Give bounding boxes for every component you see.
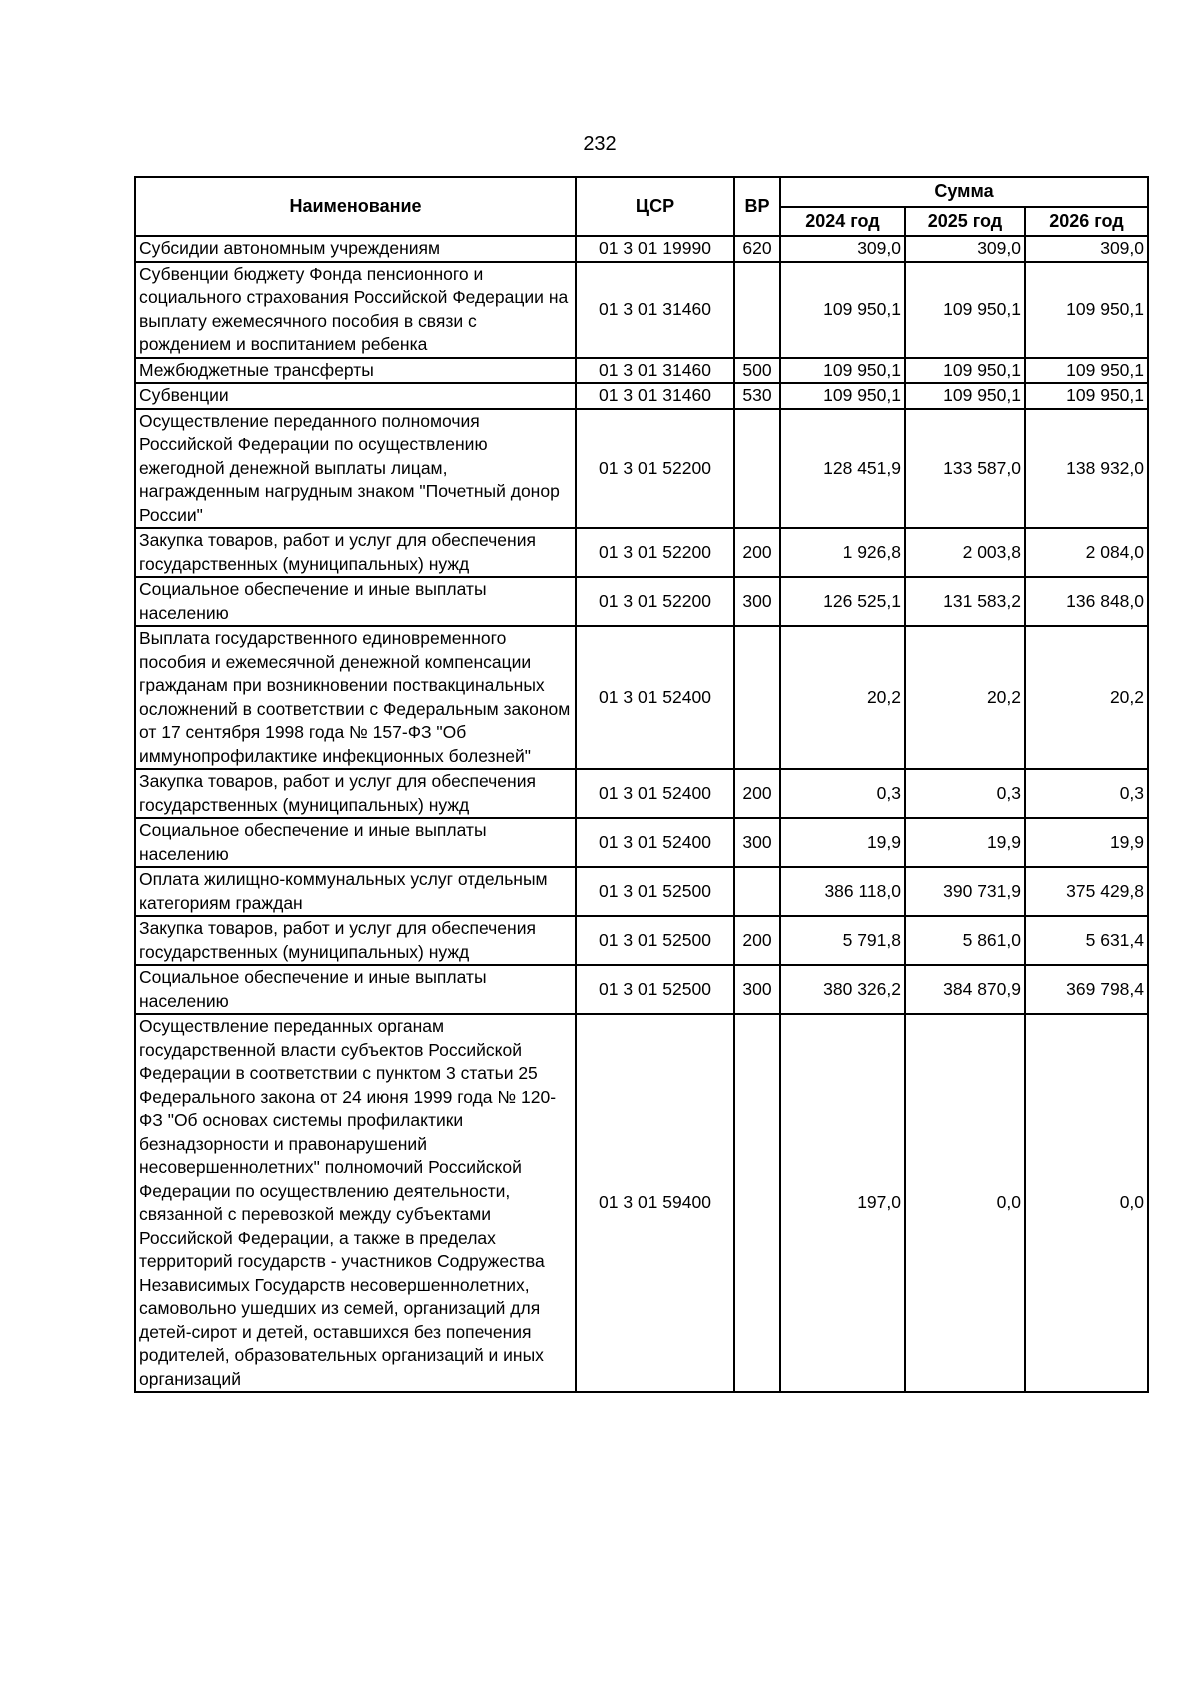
cell-2024: 386 118,0	[780, 867, 905, 916]
cell-2026: 19,9	[1025, 818, 1148, 867]
cell-vr	[734, 409, 780, 529]
cell-csr: 01 3 01 59400	[576, 1014, 734, 1392]
cell-2026: 109 950,1	[1025, 358, 1148, 384]
cell-2024: 309,0	[780, 236, 905, 262]
cell-vr: 300	[734, 965, 780, 1014]
cell-2026: 369 798,4	[1025, 965, 1148, 1014]
cell-2025: 0,3	[905, 769, 1025, 818]
cell-2026: 0,3	[1025, 769, 1148, 818]
cell-2025: 133 587,0	[905, 409, 1025, 529]
cell-2024: 128 451,9	[780, 409, 905, 529]
cell-vr: 200	[734, 916, 780, 965]
cell-2026: 5 631,4	[1025, 916, 1148, 965]
cell-2026: 375 429,8	[1025, 867, 1148, 916]
cell-2024: 126 525,1	[780, 577, 905, 626]
table-row	[135, 916, 1148, 965]
page-number: 232	[583, 133, 617, 155]
cell-2026: 138 932,0	[1025, 409, 1148, 529]
cell-2025: 109 950,1	[905, 262, 1025, 358]
cell-name: Субсидии автономным учреждениям	[135, 236, 576, 262]
cell-name: Оплата жилищно-коммунальных услуг отдельным категориям граждан	[135, 867, 576, 916]
table-body	[135, 236, 1148, 1392]
table-row	[135, 769, 1148, 818]
cell-csr: 01 3 01 52200	[576, 528, 734, 577]
table-row	[135, 358, 1148, 384]
cell-2024: 109 950,1	[780, 358, 905, 384]
cell-vr: 200	[734, 528, 780, 577]
cell-2025: 5 861,0	[905, 916, 1025, 965]
cell-vr: 200	[734, 769, 780, 818]
cell-csr: 01 3 01 31460	[576, 262, 734, 358]
budget-table	[134, 176, 1149, 1393]
cell-csr: 01 3 01 52200	[576, 577, 734, 626]
cell-2026: 20,2	[1025, 626, 1148, 769]
cell-2024: 109 950,1	[780, 383, 905, 409]
cell-name: Закупка товаров, работ и услуг для обеспечения государственных (муниципальных) нужд	[135, 769, 576, 818]
cell-2025: 20,2	[905, 626, 1025, 769]
cell-2024: 5 791,8	[780, 916, 905, 965]
cell-2024: 0,3	[780, 769, 905, 818]
cell-2025: 390 731,9	[905, 867, 1025, 916]
cell-csr: 01 3 01 52500	[576, 867, 734, 916]
table-row	[135, 383, 1148, 409]
cell-csr: 01 3 01 52400	[576, 626, 734, 769]
table-row	[135, 1014, 1148, 1392]
cell-2026: 109 950,1	[1025, 383, 1148, 409]
header-name: Наименование	[135, 177, 576, 236]
cell-2024: 109 950,1	[780, 262, 905, 358]
cell-csr: 01 3 01 19990	[576, 236, 734, 262]
table-row	[135, 626, 1148, 769]
table-row	[135, 236, 1148, 262]
table-row	[135, 867, 1148, 916]
cell-2024: 19,9	[780, 818, 905, 867]
cell-2024: 1 926,8	[780, 528, 905, 577]
cell-2025: 2 003,8	[905, 528, 1025, 577]
cell-csr: 01 3 01 52500	[576, 965, 734, 1014]
table-row	[135, 577, 1148, 626]
cell-vr: 300	[734, 818, 780, 867]
cell-csr: 01 3 01 52400	[576, 769, 734, 818]
cell-2025: 384 870,9	[905, 965, 1025, 1014]
cell-2025: 309,0	[905, 236, 1025, 262]
cell-name: Субвенции	[135, 383, 576, 409]
cell-name: Закупка товаров, работ и услуг для обеспечения государственных (муниципальных) нужд	[135, 916, 576, 965]
cell-name: Социальное обеспечение и иные выплаты населению	[135, 577, 576, 626]
cell-2026: 0,0	[1025, 1014, 1148, 1392]
cell-vr: 500	[734, 358, 780, 384]
table-row	[135, 965, 1148, 1014]
table-row	[135, 409, 1148, 529]
cell-name: Осуществление переданного полномочия Российской Федерации по осуществлению ежегодной денежной выплаты лицам, награжденным нагрудным знаком "Почетный донор России"	[135, 409, 576, 529]
header-2026: 2026 год	[1025, 207, 1148, 237]
cell-name: Социальное обеспечение и иные выплаты населению	[135, 818, 576, 867]
cell-2025: 131 583,2	[905, 577, 1025, 626]
cell-csr: 01 3 01 31460	[576, 358, 734, 384]
cell-2025: 109 950,1	[905, 383, 1025, 409]
header-vr: ВР	[734, 177, 780, 236]
table-row	[135, 262, 1148, 358]
cell-name: Выплата государственного единовременного пособия и ежемесячной денежной компенсации гражданам при возникновении поствакцинальных осложнений в соответствии с Федеральным законом от 17 сентября 1998 года № 157-ФЗ "Об иммунопрофилактике инфекционных болезней"	[135, 626, 576, 769]
table-row	[135, 818, 1148, 867]
table-row	[135, 528, 1148, 577]
cell-vr	[734, 1014, 780, 1392]
cell-vr	[734, 867, 780, 916]
cell-2024: 20,2	[780, 626, 905, 769]
cell-2025: 109 950,1	[905, 358, 1025, 384]
cell-csr: 01 3 01 52400	[576, 818, 734, 867]
cell-2026: 2 084,0	[1025, 528, 1148, 577]
header-sum: Сумма	[780, 177, 1148, 207]
cell-name: Социальное обеспечение и иные выплаты населению	[135, 965, 576, 1014]
cell-vr: 530	[734, 383, 780, 409]
header-csr: ЦСР	[576, 177, 734, 236]
cell-vr	[734, 626, 780, 769]
cell-2024: 380 326,2	[780, 965, 905, 1014]
cell-name: Межбюджетные трансферты	[135, 358, 576, 384]
cell-csr: 01 3 01 52500	[576, 916, 734, 965]
header-2025: 2025 год	[905, 207, 1025, 237]
cell-csr: 01 3 01 52200	[576, 409, 734, 529]
cell-name: Закупка товаров, работ и услуг для обеспечения государственных (муниципальных) нужд	[135, 528, 576, 577]
cell-csr: 01 3 01 31460	[576, 383, 734, 409]
cell-2026: 109 950,1	[1025, 262, 1148, 358]
cell-vr: 300	[734, 577, 780, 626]
cell-2025: 19,9	[905, 818, 1025, 867]
cell-2026: 309,0	[1025, 236, 1148, 262]
header-row-top	[135, 177, 1148, 207]
cell-2025: 0,0	[905, 1014, 1025, 1392]
cell-name: Субвенции бюджету Фонда пенсионного и социального страхования Российской Федерации на выплату ежемесячного пособия в связи с рождением и воспитанием ребенка	[135, 262, 576, 358]
cell-2026: 136 848,0	[1025, 577, 1148, 626]
header-2024: 2024 год	[780, 207, 905, 237]
cell-vr: 620	[734, 236, 780, 262]
cell-vr	[734, 262, 780, 358]
cell-name: Осуществление переданных органам государственной власти субъектов Российской Федерации в соответствии с пунктом 3 статьи 25 Федерального закона от 24 июня 1999 года № 120-ФЗ "Об основах системы профилактики безнадзорности и правонарушений несовершеннолетних" полномочий Российской Федерации по осуществлению деятельности, связанной с перевозкой между субъектами Российской Федерации, а также в пределах территорий государств - участников Содружества Независимых Государств несовершеннолетних, самовольно ушедших из семей, организаций для детей-сирот и детей, оставшихся без попечения родителей, образовательных организаций и иных организаций	[135, 1014, 576, 1392]
cell-2024: 197,0	[780, 1014, 905, 1392]
